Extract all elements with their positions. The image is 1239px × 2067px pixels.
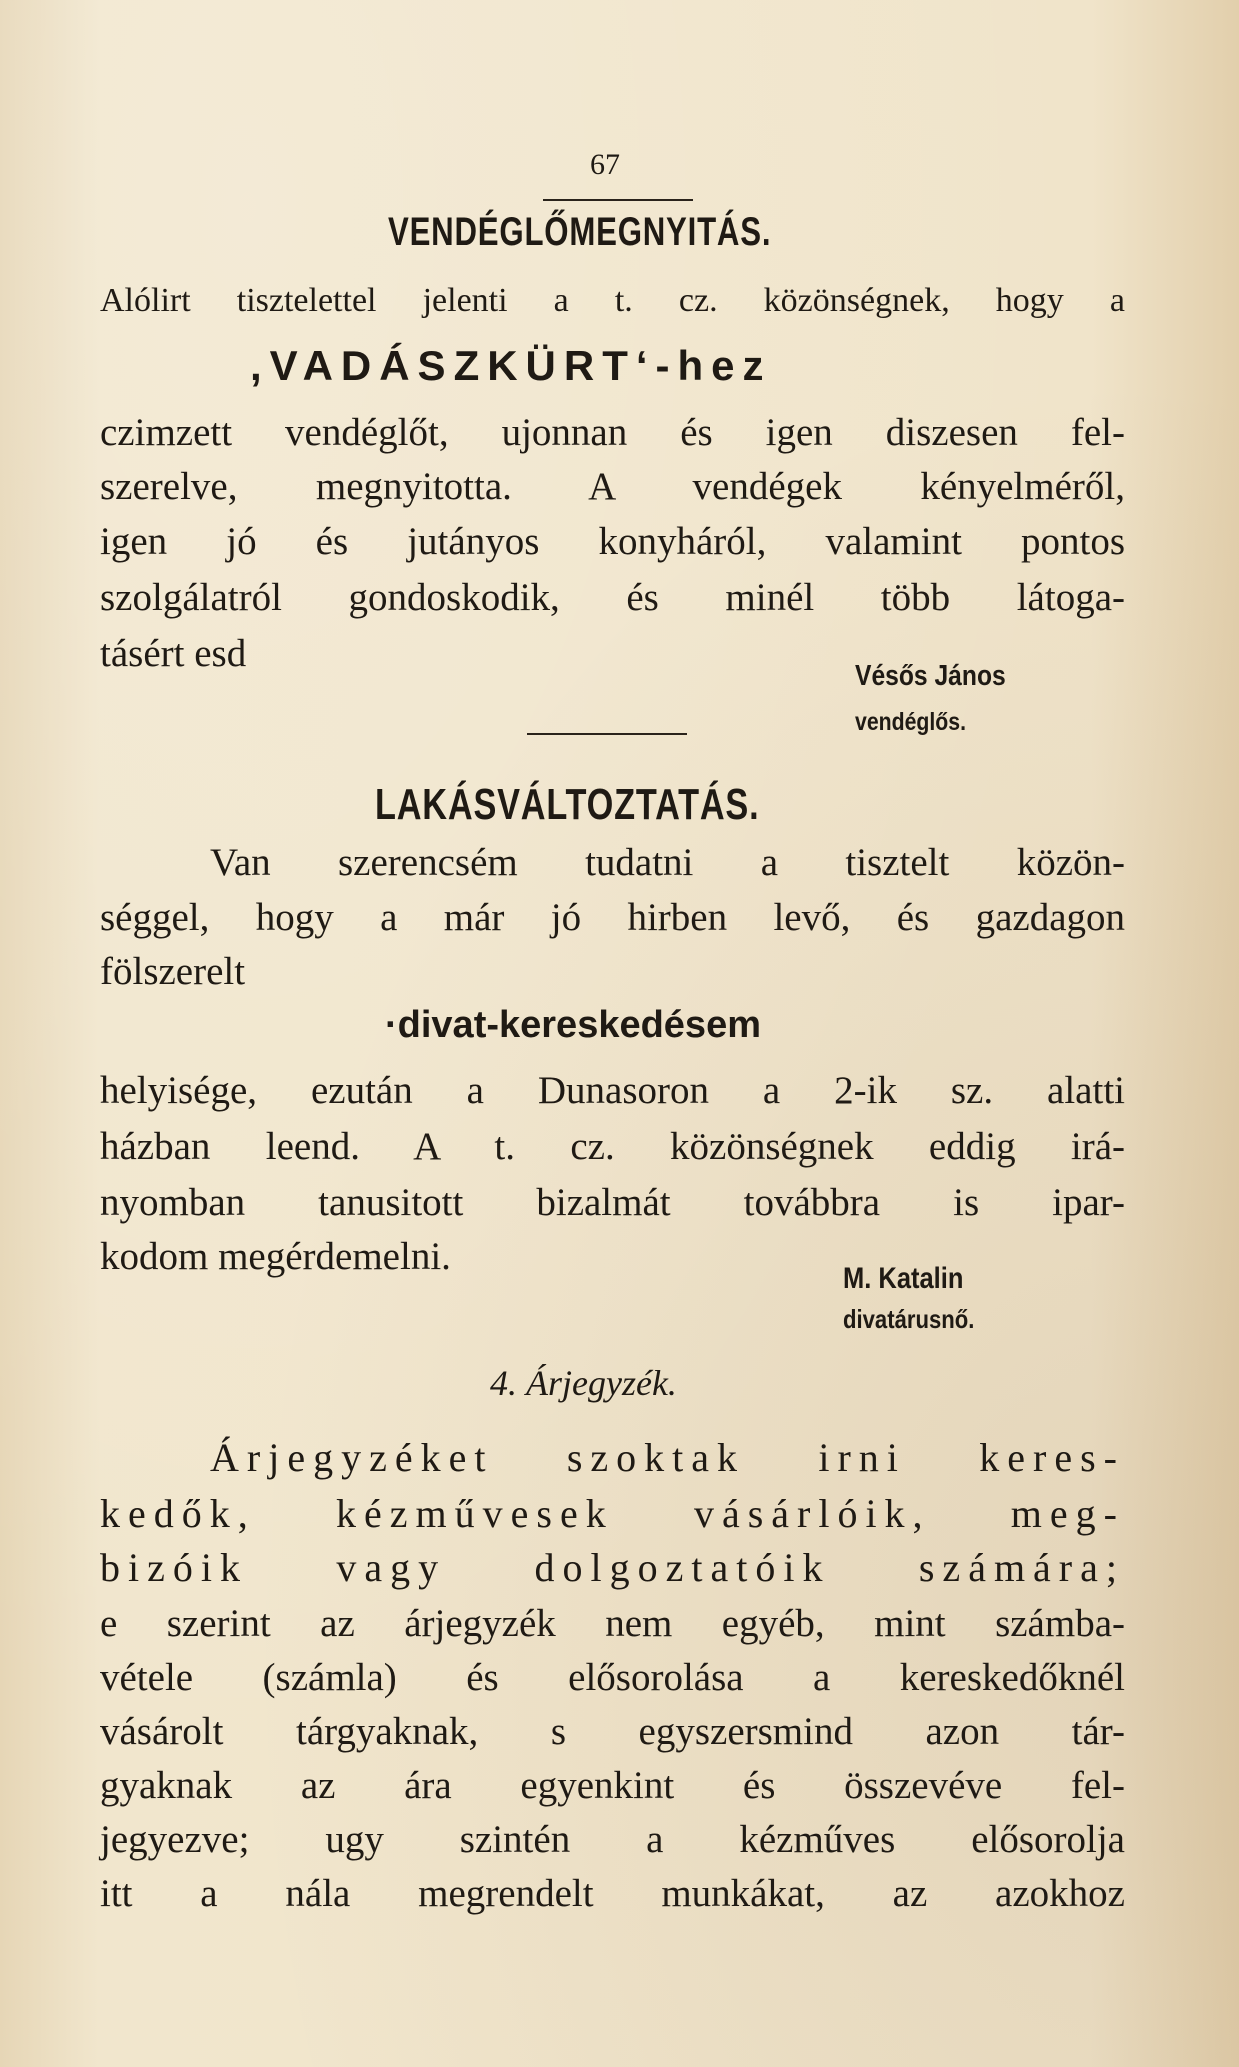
text-line: szerelve, megnyitotta. A vendégek kényelméről, xyxy=(100,465,1125,508)
text-line: kodom megérdemelni. xyxy=(100,1235,451,1278)
text-line: tásért esd xyxy=(100,632,247,675)
signature-title: divatárusnő. xyxy=(843,1304,975,1334)
signature-name: M. Katalin xyxy=(843,1262,964,1295)
text-line: itt a nála megrendelt munkákat, az azokhoz xyxy=(100,1872,1125,1915)
text-line: Alólirt tisztelettel jelenti a t. cz. közönségnek, hogy a xyxy=(100,282,1125,319)
signature-title: vendéglős. xyxy=(855,708,967,736)
venue-name: ,VADÁSZKÜRT‘-hez xyxy=(250,342,772,389)
text-line: vásárolt tárgyaknak, s egyszersmind azon tár- xyxy=(100,1710,1125,1753)
section-heading-price-list: 4. Árjegyzék. xyxy=(490,1363,677,1403)
text-line: vétele (számla) és elősorolása a kereskedőknél xyxy=(100,1656,1125,1699)
section-heading-restaurant-opening: VENDÉGLŐMEGNYITÁS. xyxy=(388,210,772,254)
text-line: házban leend. A t. cz. közönségnek eddig irá- xyxy=(100,1125,1125,1168)
text-line: gyaknak az ára egyenkint és összevéve fel- xyxy=(100,1764,1125,1807)
text-line: Árjegyzéket szoktak irni keres- xyxy=(210,1435,1125,1480)
separator-rule xyxy=(527,733,687,735)
header-rule xyxy=(543,199,693,201)
text-line: igen jó és jutányos konyháról, valamint pontos xyxy=(100,520,1125,563)
text-line: bizóik vagy dolgoztatóik számára; xyxy=(100,1545,1125,1590)
text-line: kedők, kézművesek vásárlóik, meg- xyxy=(100,1491,1125,1536)
shop-name: ·divat-kereskedésem xyxy=(385,1004,761,1046)
page-number: 67 xyxy=(590,148,620,181)
text-line: e szerint az árjegyzék nem egyéb, mint számba- xyxy=(100,1602,1125,1645)
section-heading-relocation: LAKÁSVÁLTOZTATÁS. xyxy=(375,780,760,829)
text-line: jegyezve; ugy szintén a kézműves elősorolja xyxy=(100,1818,1125,1861)
text-line: séggel, hogy a már jó hirben levő, és gazdagon xyxy=(100,896,1125,939)
text-line: szolgálatról gondoskodik, és minél több látoga- xyxy=(100,576,1125,619)
text-line: Van szerencsém tudatni a tisztelt közön- xyxy=(210,841,1125,884)
text-line: czimzett vendéglőt, ujonnan és igen diszesen fel- xyxy=(100,411,1125,454)
text-line: nyomban tanusitott bizalmát továbbra is ipar- xyxy=(100,1181,1125,1224)
signature-name: Vésős János xyxy=(855,660,1006,692)
text-line: helyisége, ezután a Dunasoron a 2-ik sz. alatti xyxy=(100,1069,1125,1112)
text-line: fölszerelt xyxy=(100,950,246,993)
